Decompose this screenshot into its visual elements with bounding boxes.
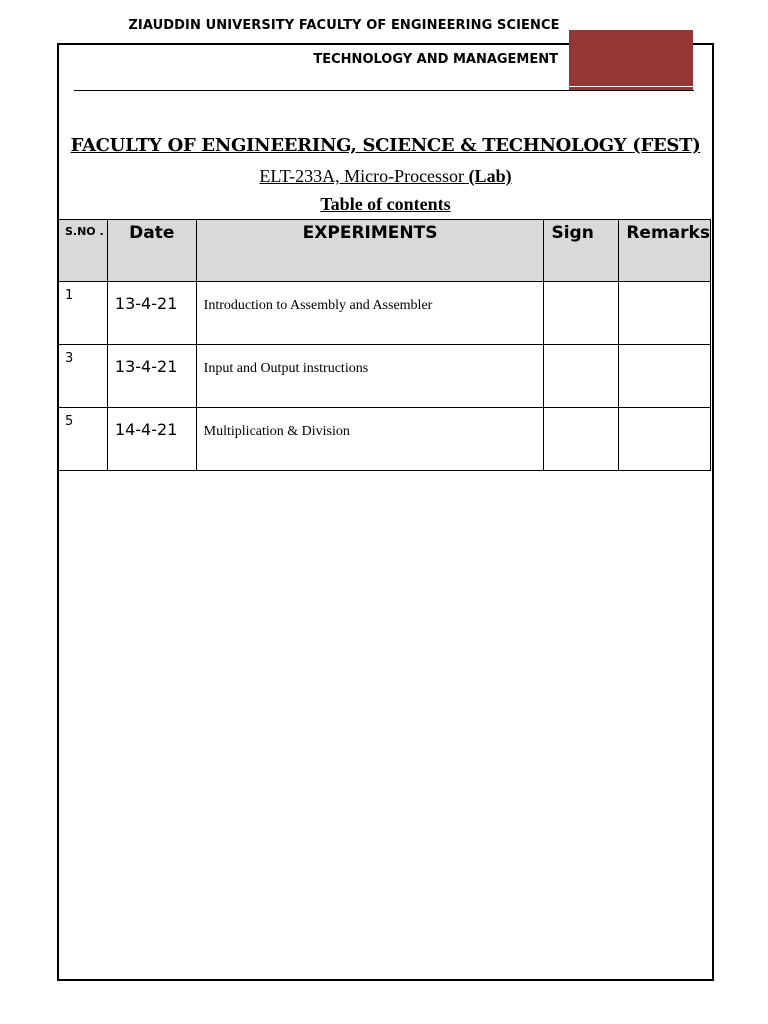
cell-sign [544,345,619,408]
header-sign: Sign [544,220,619,282]
cell-sign [544,282,619,345]
toc-heading: Table of contents [320,194,451,214]
cell-date: 14-4-21 [107,408,196,471]
cell-experiment: Input and Output instructions [196,345,544,408]
course-title [57,166,714,187]
cell-remarks [619,282,711,345]
cell-remarks [619,408,711,471]
header-divider [74,90,694,91]
course-code: ELT-233A, Micro-Processor [259,166,469,186]
cell-remarks [619,345,711,408]
table-row [59,282,711,345]
cell-experiment: Introduction to Assembly and Assembler [196,282,544,345]
header-sno: S.NO . [59,220,108,282]
table-row [59,408,711,471]
header-date: Date [107,220,196,282]
header-remarks: Remarks [619,220,711,282]
cell-sno: 3 [59,345,108,408]
table-row [59,345,711,408]
contents-table [58,219,711,471]
cell-sno: 1 [59,282,108,345]
course-suffix: (Lab) [468,166,512,186]
cell-experiment: Multiplication & Division [196,408,544,471]
university-name: ZIAUDDIN UNIVERSITY FACULTY OF ENGINEERING SCIENCE [128,18,560,33]
cell-date: 13-4-21 [107,282,196,345]
cell-date: 13-4-21 [107,345,196,408]
cell-sno: 5 [59,408,108,471]
header-experiments: EXPERIMENTS [196,220,544,282]
cell-sign [544,408,619,471]
university-subtitle: TECHNOLOGY AND MANAGEMENT [313,52,558,67]
table-header-row [59,220,711,282]
faculty-title: FACULTY OF ENGINEERING, SCIENCE & TECHNOLOGY (FEST) [70,135,701,156]
header-color-block [569,30,693,86]
